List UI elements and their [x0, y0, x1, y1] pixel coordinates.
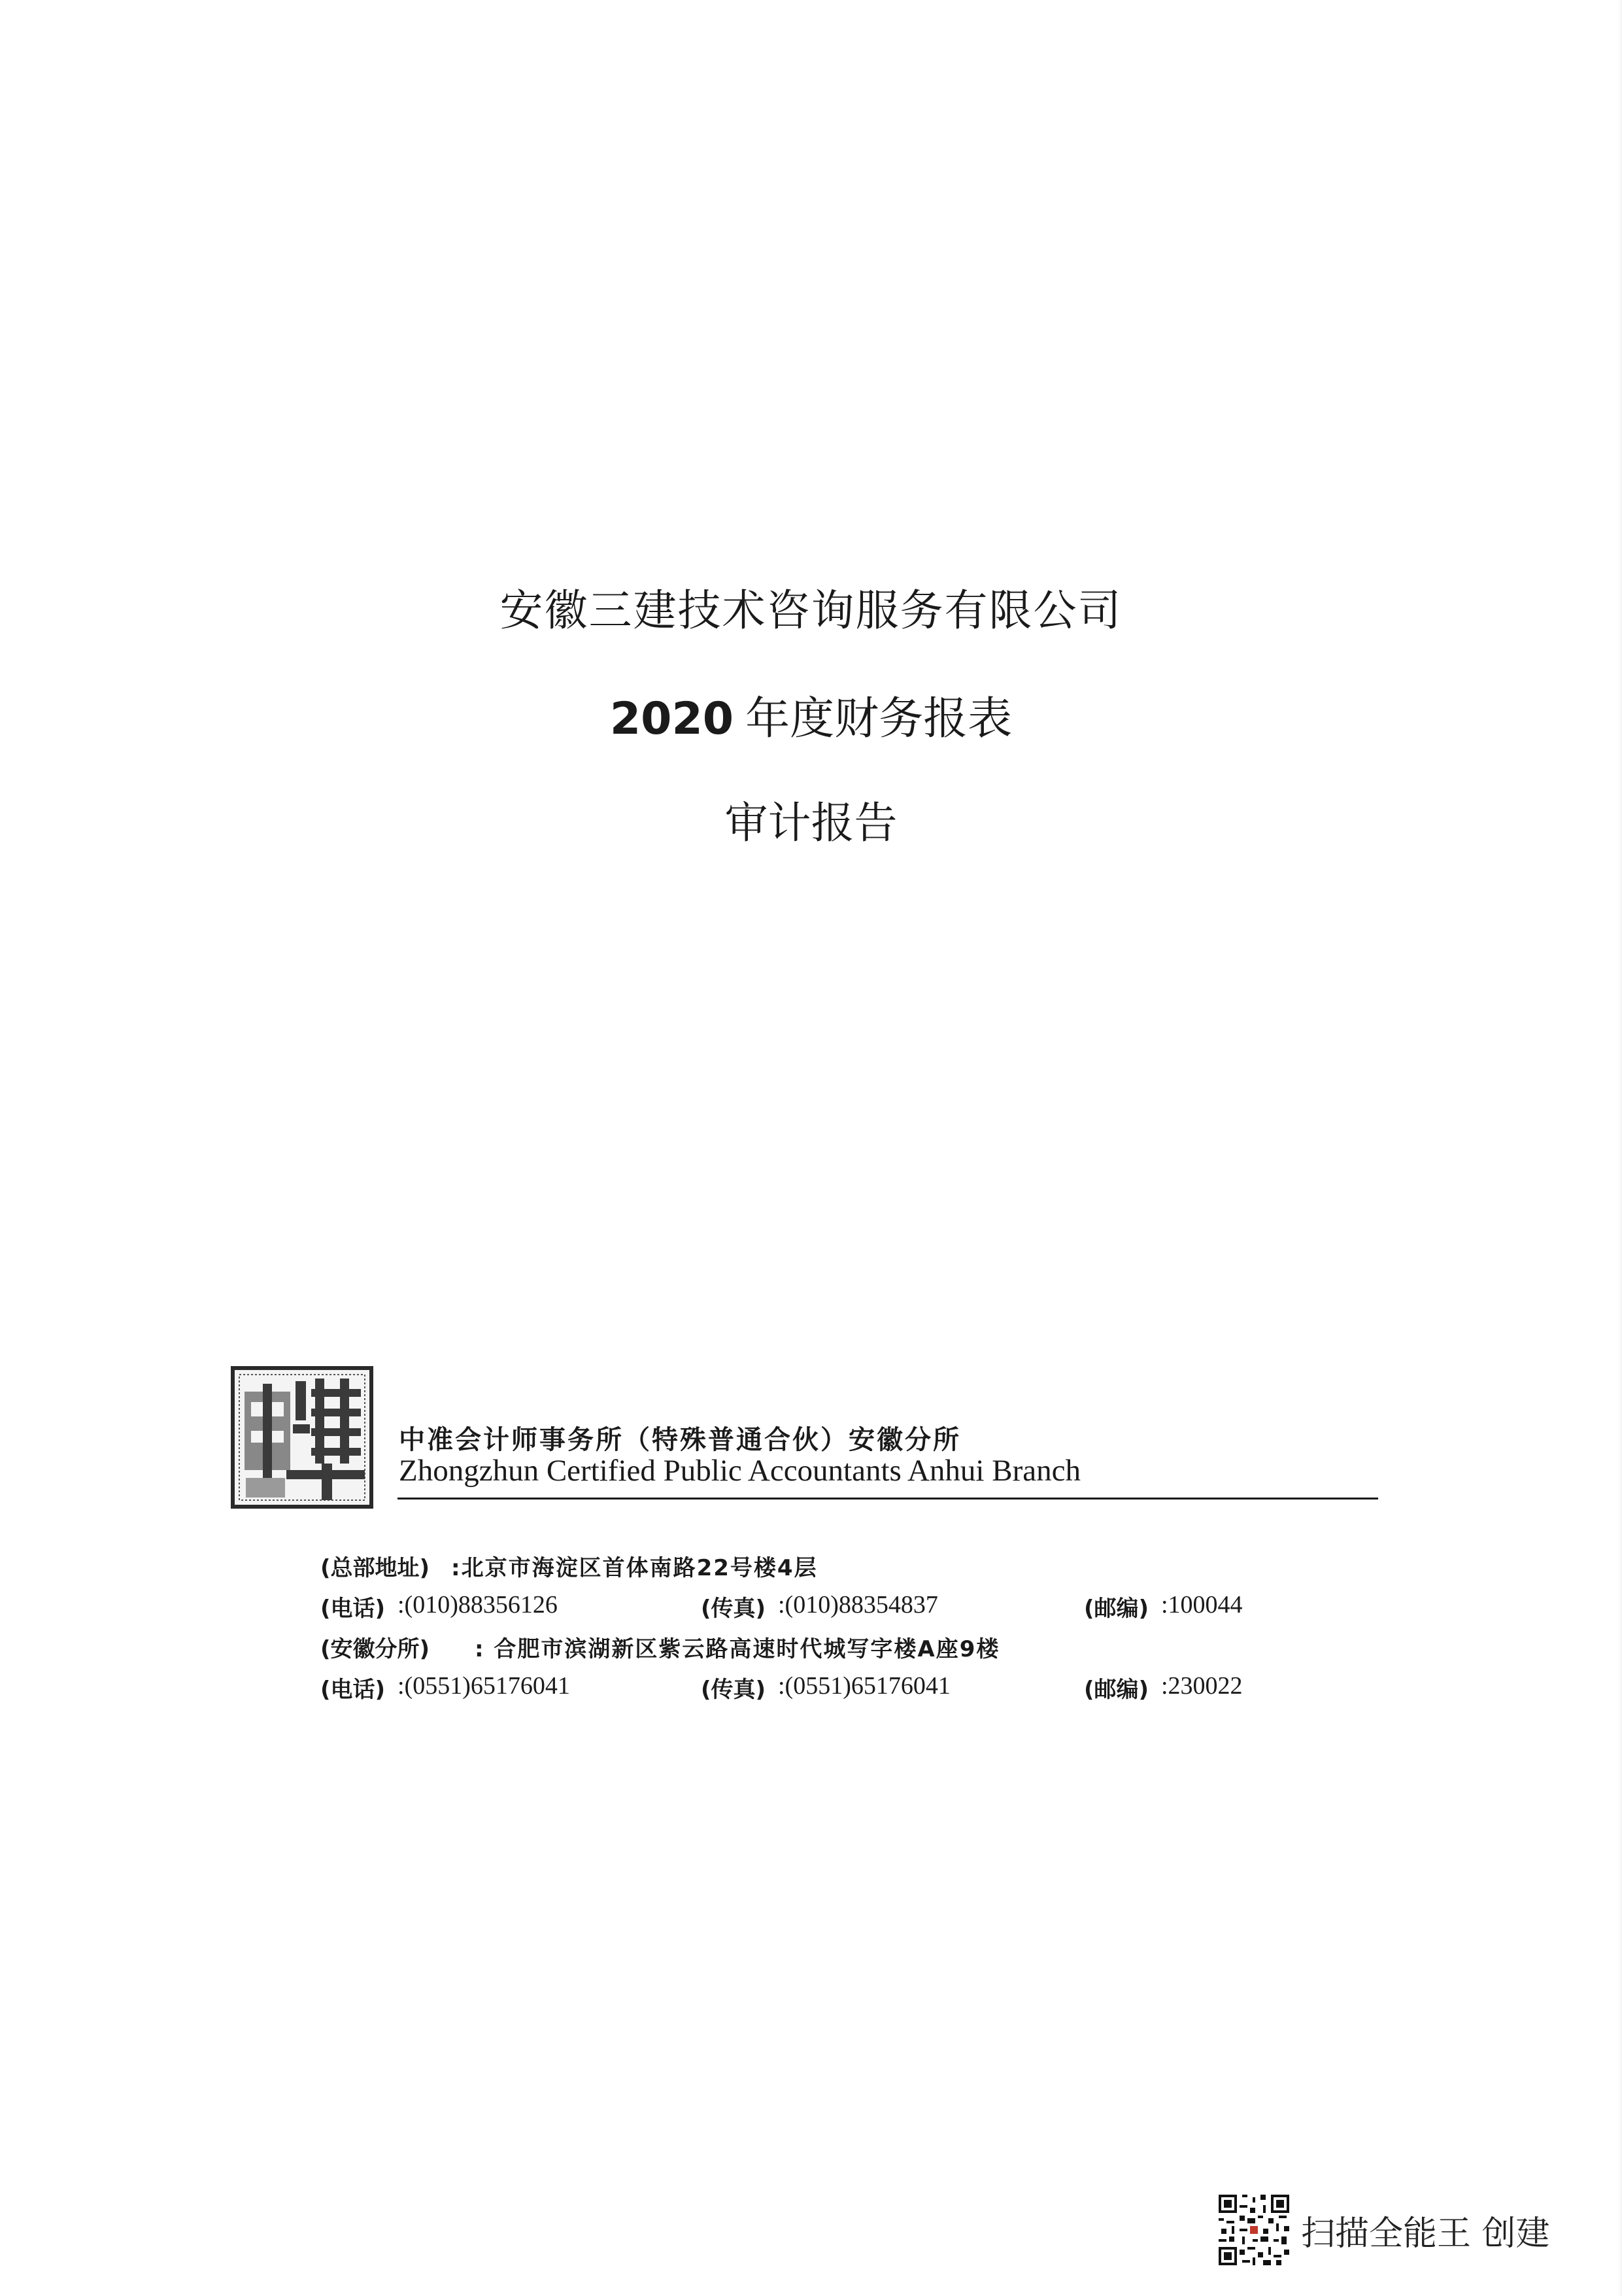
firm-name-chinese: 中准会计师事务所（特殊普通合伙）安徽分所 [399, 1425, 961, 1455]
firm-name-english: Zhongzhun Certified Public Accountants Anhui Branch [399, 1454, 1081, 1488]
branch-post: :230022 [1161, 1672, 1243, 1700]
hq-post-label: (邮编) [1084, 1596, 1149, 1622]
branch-fax: :(0551)65176041 [778, 1672, 951, 1700]
scanner-watermark [1219, 2194, 1550, 2266]
report-type: 审计报告 [724, 798, 898, 848]
zhongzhun-seal-logo-icon [230, 1365, 374, 1509]
hq-address: :北京市海淀区首体南路22号楼4层 [451, 1555, 818, 1581]
branch-address: : 合肥市滨湖新区紫云路高速时代城写字楼A座9楼 [475, 1636, 1000, 1662]
scanner-watermark-text: 扫描全能王 创建 [1301, 2214, 1550, 2253]
branch-phone: :(0551)65176041 [397, 1672, 570, 1700]
company-name: 安徽三建技术咨询服务有限公司 [499, 585, 1123, 636]
scan-edge-shadow [1618, 0, 1622, 2296]
branch-phone-label: (电话) [320, 1677, 386, 1703]
branch-fax-label: (传真) [701, 1677, 766, 1703]
report-year: 2020 [609, 693, 734, 745]
branch-post-label: (邮编) [1084, 1677, 1149, 1703]
hq-fax: :(010)88354837 [778, 1591, 938, 1619]
hq-fax-label: (传真) [701, 1596, 766, 1622]
hq-phone: :(010)88356126 [397, 1591, 558, 1619]
qr-code-icon [1219, 2195, 1289, 2265]
report-title [0, 683, 1622, 747]
hq-phone-label: (电话) [320, 1596, 386, 1622]
firm-name-underline [397, 1498, 1378, 1499]
branch-address-label: (安徽分所) [320, 1636, 430, 1662]
hq-address-label: (总部地址) [320, 1555, 430, 1581]
hq-post: :100044 [1161, 1591, 1243, 1619]
report-title-suffix: 年度财务报表 [745, 693, 1013, 745]
